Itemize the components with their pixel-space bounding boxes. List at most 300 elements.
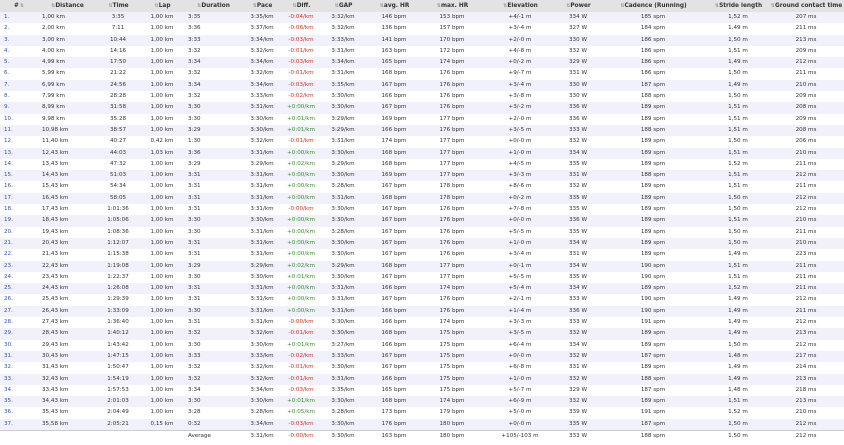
cell-avg-hr: 168 bpm [366,68,422,79]
cell-distance: 9,98 km [38,114,96,125]
cell-diff: -0:03/km [282,57,320,68]
cell-power: 334 W [558,261,598,272]
cell-avg-hr: 167 bpm [366,227,422,238]
column-header-label: Power [570,3,591,9]
cell-gct: 211 ms [768,306,844,317]
cell-duration: 3:34 [184,385,242,396]
table-row[interactable] [0,204,844,215]
cell-pace: 3:30/km [242,340,282,351]
cell-stride: 1,49 m [708,317,768,328]
cell-pace: 3:30/km [242,114,282,125]
cell-cadence: 190 spm [598,306,708,317]
table-row[interactable] [0,23,844,34]
cell-distance: 5,99 km [38,68,96,79]
cell-diff: +0:02/km [282,159,320,170]
cell-max-hr: 176 bpm [422,249,482,260]
column-header-time[interactable] [96,0,140,12]
table-row[interactable] [0,46,844,57]
cell-stride: 1,49 m [708,23,768,34]
cell-duration: 3:30 [184,102,242,113]
cell-lap: 1,00 km [140,12,184,23]
cell-gap: 3:29/km [320,159,366,170]
cell-pace: 3:35/km [242,12,282,23]
cell-pace: 3:31/km [242,249,282,260]
column-header-cadence[interactable] [598,0,708,12]
cell-elevation: +0/-1 m [482,261,558,272]
cell-duration: 3:32 [184,46,242,57]
cell-n: 30. [0,340,38,351]
cell-pace: 3:30/km [242,272,282,283]
cell-distance: 15,43 km [38,181,96,192]
cell-gct: 214 ms [768,362,844,373]
cell-stride: 1,51 m [708,272,768,283]
table-row[interactable] [0,261,844,272]
cell-elevation: +3/-4 m [482,23,558,34]
cell-cadence: 190 spm [598,261,708,272]
cell-pace: 3:32/km [242,46,282,57]
cell-gap: 3:30/km [320,419,366,431]
column-header-max-hr[interactable] [422,0,482,12]
table-row[interactable] [0,385,844,396]
cell-gct: 212 ms [768,57,844,68]
cell-avg-hr: 173 bpm [366,407,422,418]
column-header-duration[interactable] [184,0,242,12]
average-max-hr: 180 bpm [422,430,482,442]
cell-avg-hr: 166 bpm [366,317,422,328]
cell-stride: 1,49 m [708,249,768,260]
table-row[interactable] [0,317,844,328]
table-row[interactable] [0,227,844,238]
cell-avg-hr: 167 bpm [366,294,422,305]
cell-stride: 1,51 m [708,148,768,159]
cell-power: 334 W [558,148,598,159]
cell-duration: 3:30 [184,227,242,238]
cell-gap: 3:31/km [320,193,366,204]
cell-max-hr: 174 bpm [422,283,482,294]
cell-n: 14. [0,159,38,170]
column-header-gap[interactable] [320,0,366,12]
cell-stride: 1,50 m [708,419,768,431]
cell-max-hr: 170 bpm [422,35,482,46]
average-pace: 3:31/km [242,430,282,442]
cell-power: 330 W [558,91,598,102]
cell-distance: 34,43 km [38,396,96,407]
column-header-pace[interactable] [242,0,282,12]
cell-max-hr: 177 bpm [422,114,482,125]
cell-pace: 3:31/km [242,238,282,249]
cell-diff: -0:01/km [282,136,320,147]
cell-gct: 213 ms [768,35,844,46]
cell-pace: 3:31/km [242,227,282,238]
cell-distance: 4,99 km [38,57,96,68]
cell-lap: 1,00 km [140,91,184,102]
cell-stride: 1,52 m [708,407,768,418]
cell-elevation: +3/-4 m [482,249,558,260]
table-row[interactable] [0,294,844,305]
cell-distance: 19,43 km [38,227,96,238]
average-label: Average [184,430,242,442]
cell-pace: 3:28/km [242,407,282,418]
table-row[interactable] [0,12,844,23]
cell-pace: 3:29/km [242,261,282,272]
cell-gap: 3:31/km [320,294,366,305]
cell-cadence: 189 spm [598,159,708,170]
cell-gct: 210 ms [768,407,844,418]
cell-avg-hr: 168 bpm [366,261,422,272]
cell-distance: 6,99 km [38,80,96,91]
cell-gct: 211 ms [768,283,844,294]
cell-lap: 1,00 km [140,374,184,385]
cell-lap: 1,00 km [140,215,184,226]
cell-lap: 1,03 km [140,148,184,159]
cell-diff: +0:00/km [282,102,320,113]
cell-stride: 1,49 m [708,57,768,68]
cell-gap: 3:30/km [320,238,366,249]
cell-elevation: +3/-2 m [482,102,558,113]
cell-duration: 3:31 [184,317,242,328]
cell-duration: 3:29 [184,261,242,272]
cell-time: 2:04:49 [96,407,140,418]
column-header-lap[interactable] [140,0,184,12]
cell-power: 329 W [558,385,598,396]
cell-n: 8. [0,91,38,102]
cell-distance: 33,43 km [38,385,96,396]
table-row[interactable] [0,407,844,418]
cell-avg-hr: 163 bpm [366,46,422,57]
table-row[interactable] [0,159,844,170]
cell-pace: 3:33/km [242,351,282,362]
cell-distance: 17,43 km [38,204,96,215]
cell-time: 24:56 [96,80,140,91]
cell-avg-hr: 166 bpm [366,125,422,136]
table-row[interactable] [0,102,844,113]
cell-time: 1:15:38 [96,249,140,260]
column-header-stride[interactable] [708,0,768,12]
cell-cadence: 189 spm [598,396,708,407]
cell-time: 1:01:36 [96,204,140,215]
table-row[interactable] [0,80,844,91]
table-row[interactable] [0,148,844,159]
table-row[interactable] [0,215,844,226]
cell-avg-hr: 166 bpm [366,340,422,351]
cell-elevation: +6/-9 m [482,396,558,407]
cell-distance: 13,43 km [38,159,96,170]
cell-distance: 18,43 km [38,215,96,226]
table-row[interactable] [0,306,844,317]
cell-pace: 3:32/km [242,328,282,339]
column-header-label: Distance [55,3,84,9]
cell-diff: +0:01/km [282,396,320,407]
cell-max-hr: 153 bpm [422,12,482,23]
column-header-elevation[interactable] [482,0,558,12]
cell-lap: 1,00 km [140,46,184,57]
column-header-avg-hr[interactable] [366,0,422,12]
cell-avg-hr: 167 bpm [366,351,422,362]
cell-elevation: +3/-5 m [482,328,558,339]
cell-elevation: +1/-0 m [482,148,558,159]
table-row[interactable] [0,351,844,362]
table-row[interactable] [0,68,844,79]
cell-elevation: +0/-0 m [482,419,558,431]
cell-cadence: 189 spm [598,136,708,147]
cell-avg-hr: 146 bpm [366,12,422,23]
cell-distance: 35,58 km [38,419,96,431]
cell-max-hr: 176 bpm [422,306,482,317]
cell-stride: 1,52 m [708,12,768,23]
table-row[interactable] [0,374,844,385]
cell-elevation: +5/-0 m [482,407,558,418]
cell-gct: 212 ms [768,317,844,328]
cell-n: 35. [0,396,38,407]
column-header-power[interactable] [558,0,598,12]
cell-avg-hr: 168 bpm [366,396,422,407]
cell-avg-hr: 167 bpm [366,80,422,91]
cell-n: 22. [0,249,38,260]
cell-lap: 1,00 km [140,170,184,181]
cell-pace: 3:31/km [242,102,282,113]
cell-diff: -0:00/km [282,204,320,215]
cell-gct: 211 ms [768,227,844,238]
cell-gap: 3:30/km [320,362,366,373]
table-row[interactable] [0,249,844,260]
cell-stride: 1,50 m [708,91,768,102]
cell-elevation: +2/-1 m [482,294,558,305]
cell-diff: -0:01/km [282,68,320,79]
table-row[interactable] [0,125,844,136]
cell-pace: 3:31/km [242,170,282,181]
table-row[interactable] [0,238,844,249]
cell-cadence: 186 spm [598,46,708,57]
cell-diff: +0:00/km [282,294,320,305]
cell-stride: 1,50 m [708,204,768,215]
cell-power: 335 W [558,193,598,204]
cell-duration: 3:30 [184,272,242,283]
cell-duration: 3:33 [184,351,242,362]
cell-n: 23. [0,261,38,272]
cell-lap: 1,00 km [140,385,184,396]
cell-power: 335 W [558,419,598,431]
cell-lap: 1,00 km [140,57,184,68]
cell-pace: 3:34/km [242,35,282,46]
table-row[interactable] [0,136,844,147]
table-row[interactable] [0,328,844,339]
cell-n: 17. [0,193,38,204]
cell-gct: 212 ms [768,170,844,181]
cell-power: 334 W [558,12,598,23]
cell-power: 330 W [558,80,598,91]
cell-n: 37. [0,419,38,431]
cell-distance: 21,43 km [38,249,96,260]
cell-distance: 32,43 km [38,374,96,385]
cell-stride: 1,50 m [708,136,768,147]
cell-lap: 1,00 km [140,35,184,46]
cell-avg-hr: 176 bpm [366,419,422,431]
cell-cadence: 187 spm [598,385,708,396]
cell-power: 332 W [558,136,598,147]
cell-distance: 28,43 km [38,328,96,339]
cell-n: 10. [0,114,38,125]
table-row[interactable] [0,193,844,204]
cell-n: 15. [0,170,38,181]
cell-gap: 3:32/km [320,23,366,34]
average-power: 333 W [558,430,598,442]
cell-gap: 3:33/km [320,351,366,362]
sort-arrows-icon: ⇅ [334,3,339,9]
cell-gct: 212 ms [768,419,844,431]
cell-stride: 1,51 m [708,181,768,192]
cell-gap: 3:31/km [320,306,366,317]
cell-max-hr: 176 bpm [422,125,482,136]
cell-pace: 3:34/km [242,57,282,68]
table-row[interactable] [0,340,844,351]
cell-distance: 24,43 km [38,283,96,294]
cell-elevation: +5/-5 m [482,272,558,283]
table-row[interactable] [0,396,844,407]
cell-gct: 213 ms [768,396,844,407]
table-row[interactable] [0,35,844,46]
cell-lap: 1,00 km [140,317,184,328]
table-row[interactable] [0,181,844,192]
table-row[interactable] [0,283,844,294]
table-row[interactable] [0,114,844,125]
cell-duration: 3:29 [184,125,242,136]
average-cadence: 188 spm [598,430,708,442]
cell-pace: 3:33/km [242,91,282,102]
cell-avg-hr: 166 bpm [366,283,422,294]
average-gap: 3:30/km [320,430,366,442]
table-row[interactable] [0,91,844,102]
cell-duration: 3:30 [184,306,242,317]
cell-power: 331 W [558,170,598,181]
cell-distance: 2,00 km [38,23,96,34]
cell-n: 36. [0,407,38,418]
cell-elevation: +4/-1 m [482,12,558,23]
sort-arrows-icon: ⇅ [436,3,441,9]
cell-duration: 3:30 [184,215,242,226]
cell-stride: 1,52 m [708,283,768,294]
cell-cadence: 188 spm [598,374,708,385]
cell-distance: 7,99 km [38,91,96,102]
cell-avg-hr: 165 bpm [366,57,422,68]
cell-diff: -0:03/km [282,80,320,91]
cell-pace: 3:29/km [242,159,282,170]
cell-cadence: 189 spm [598,227,708,238]
cell-gct: 217 ms [768,351,844,362]
table-row[interactable] [0,57,844,68]
cell-duration: 3:32 [184,374,242,385]
column-header-gct[interactable] [768,0,844,12]
cell-stride: 1,51 m [708,170,768,181]
cell-avg-hr: 169 bpm [366,114,422,125]
cell-max-hr: 174 bpm [422,317,482,328]
cell-diff: +0:01/km [282,340,320,351]
cell-cadence: 186 spm [598,35,708,46]
cell-max-hr: 176 bpm [422,238,482,249]
cell-stride: 1,51 m [708,125,768,136]
cell-diff: -0:01/km [282,46,320,57]
cell-power: 332 W [558,351,598,362]
table-row[interactable] [0,272,844,283]
cell-time: 1:26:08 [96,283,140,294]
cell-stride: 1,49 m [708,362,768,373]
cell-diff: +0:00/km [282,148,320,159]
cell-diff: +0:00/km [282,283,320,294]
column-header-diff[interactable] [282,0,320,12]
sort-arrows-icon: ⇅ [252,3,257,9]
cell-time: 1:54:19 [96,374,140,385]
cell-elevation: +5/-7 m [482,385,558,396]
cell-n: 13. [0,148,38,159]
cell-max-hr: 175 bpm [422,374,482,385]
cell-lap: 1,00 km [140,125,184,136]
cell-distance: 29,43 km [38,340,96,351]
cell-gct: 223 ms [768,249,844,260]
cell-elevation: +3/-3 m [482,170,558,181]
cell-diff: +0:00/km [282,193,320,204]
cell-n: 12. [0,136,38,147]
cell-gct: 210 ms [768,238,844,249]
cell-lap: 1,00 km [140,328,184,339]
cell-distance: 20,43 km [38,238,96,249]
cell-lap: 1,00 km [140,407,184,418]
cell-gct: 213 ms [768,328,844,339]
cell-cadence: 188 spm [598,170,708,181]
cell-avg-hr: 167 bpm [366,362,422,373]
cell-max-hr: 175 bpm [422,328,482,339]
cell-lap: 1,00 km [140,238,184,249]
table-row[interactable] [0,170,844,181]
cell-time: 1:43:42 [96,340,140,351]
column-header-n[interactable] [0,0,38,12]
cell-diff: +0:00/km [282,238,320,249]
cell-power: 333 W [558,125,598,136]
cell-pace: 3:30/km [242,396,282,407]
cell-cadence: 185 spm [598,12,708,23]
cell-duration: 3:31 [184,249,242,260]
cell-gap: 3:31/km [320,283,366,294]
cell-elevation: +1/-0 m [482,374,558,385]
cell-stride: 1,51 m [708,261,768,272]
cell-distance: 11,40 km [38,136,96,147]
cell-pace: 3:32/km [242,374,282,385]
sort-arrows-icon: ⇅ [108,3,113,9]
cell-cadence: 187 spm [598,80,708,91]
cell-gct: 207 ms [768,12,844,23]
cell-gap: 3:28/km [320,407,366,418]
cell-gct: 211 ms [768,68,844,79]
cell-avg-hr: 167 bpm [366,272,422,283]
column-header-distance[interactable] [38,0,96,12]
table-row[interactable] [0,419,844,431]
cell-duration: 3:32 [184,362,242,373]
cell-gap: 3:32/km [320,12,366,23]
cell-max-hr: 178 bpm [422,181,482,192]
average-avg-hr: 163 bpm [366,430,422,442]
column-header-label: max. HR [440,3,469,9]
table-body [0,12,844,430]
cell-n: 9. [0,102,38,113]
cell-duration: 3:30 [184,114,242,125]
cell-diff: +0:00/km [282,170,320,181]
cell-lap: 1,00 km [140,396,184,407]
cell-pace: 3:32/km [242,68,282,79]
sort-arrows-icon: ⇅ [770,3,775,9]
table-row[interactable] [0,362,844,373]
sort-arrows-icon: ⇅ [154,3,159,9]
cell-cadence: 190 spm [598,272,708,283]
cell-cadence: 189 spm [598,238,708,249]
cell-diff: +0:05/km [282,407,320,418]
